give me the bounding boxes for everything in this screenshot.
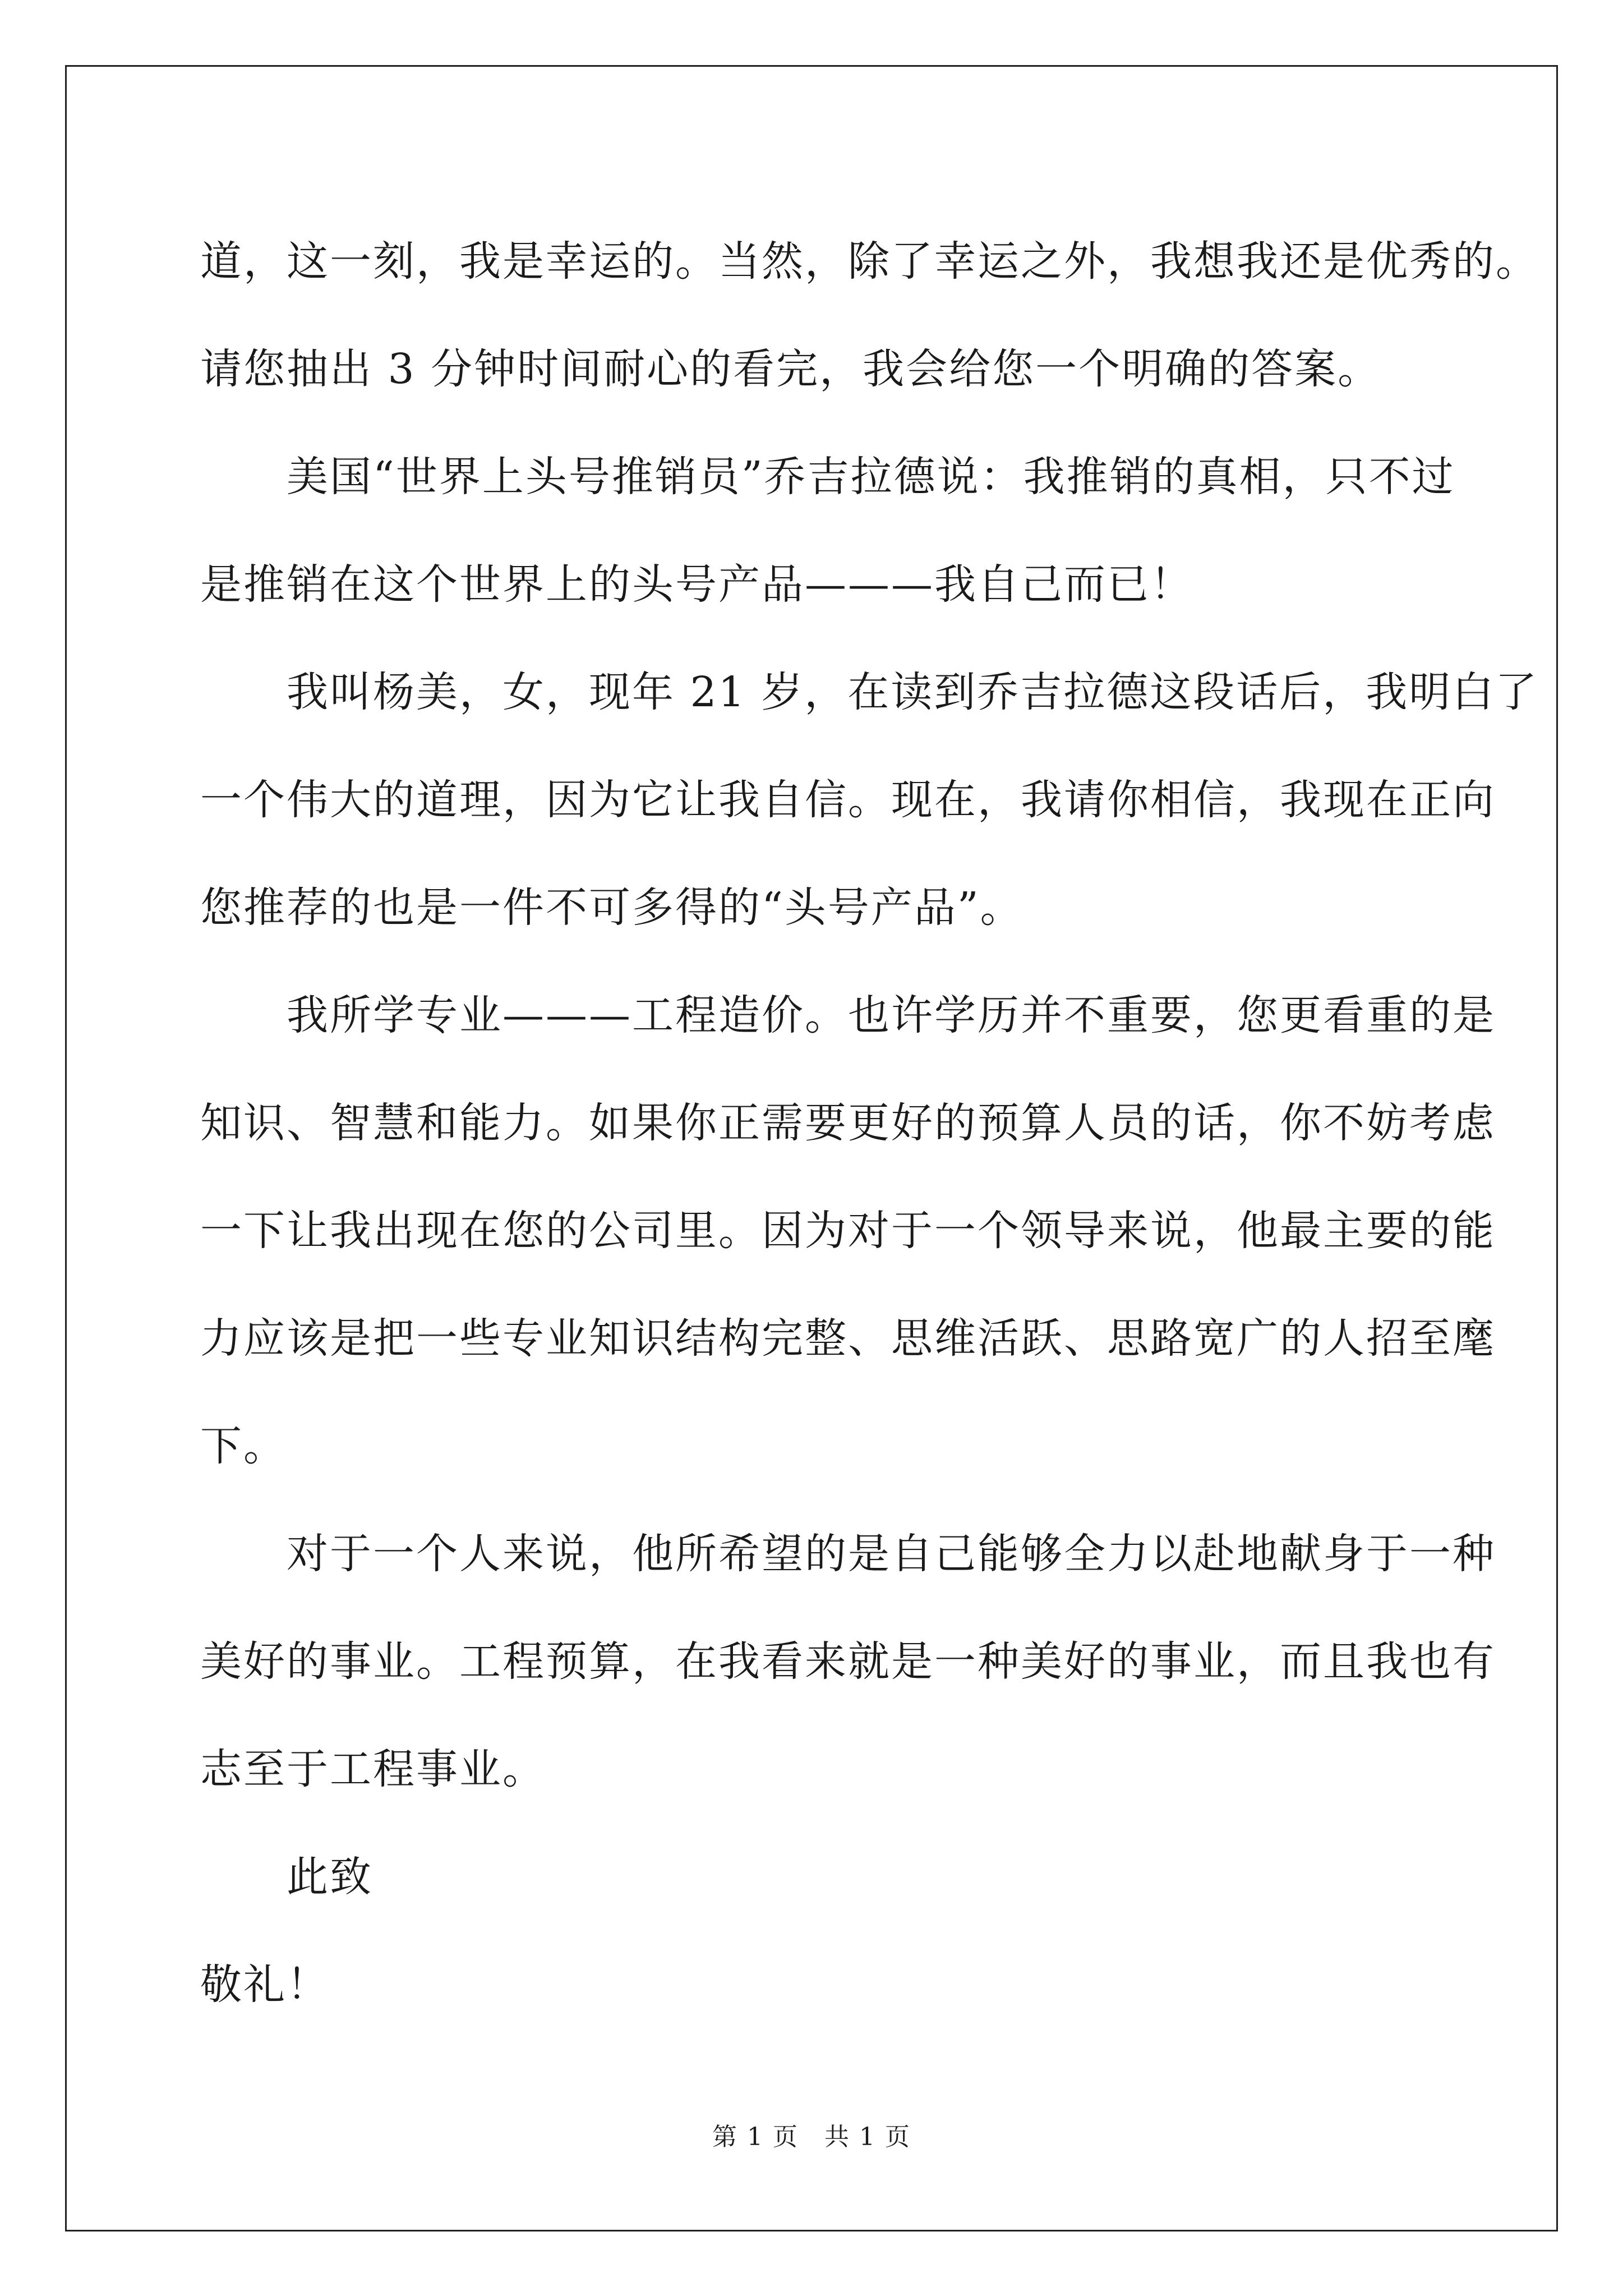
- text-line: 一下让我出现在您的公司里。因为对于一个领导来说，他最主要的能: [200, 1207, 1496, 1255]
- text-line: 下。: [200, 1422, 287, 1470]
- text-line: 力应该是把一些专业知识结构完整、思维活跃、思路宽广的人招至麾: [200, 1314, 1496, 1363]
- text-line: 道，这一刻，我是幸运的。当然，除了幸运之外，我想我还是优秀的。: [200, 237, 1539, 286]
- closing-salutation: 此致: [200, 1853, 373, 1901]
- text-line: 是推销在这个世界上的头号产品———我自己而已！: [200, 560, 1193, 609]
- text-line: 您推荐的也是一件不可多得的“头号产品”。: [200, 884, 1023, 932]
- text-line: 请您抽出 3 分钟时间耐心的看完，我会给您一个明确的答案。: [200, 345, 1381, 393]
- text-line: 我所学专业———工程造价。也许学历并不重要，您更看重的是: [200, 991, 1496, 1039]
- text-line: 一个伟大的道理，因为它让我自信。现在，我请你相信，我现在正向: [200, 776, 1496, 824]
- letter-body: [200, 208, 1539, 2039]
- text-line: 知识、智慧和能力。如果你正需要更好的预算人员的话，你不妨考虑: [200, 1099, 1496, 1147]
- text-line: 对于一个人来说，他所希望的是自己能够全力以赴地献身于一种: [200, 1530, 1496, 1578]
- page-number: 第 1 页 共 1 页: [712, 2123, 911, 2151]
- text-line: 美好的事业。工程预算，在我看来就是一种美好的事业，而且我也有: [200, 1637, 1496, 1686]
- text-line: 我叫杨美，女，现年 21 岁，在读到乔吉拉德这段话后，我明白了: [200, 668, 1539, 716]
- text-line: 美国“世界上头号推销员”乔吉拉德说：我推销的真相，只不过: [200, 453, 1455, 501]
- closing-regards: 敬礼！: [200, 1961, 330, 2009]
- text-line: 志至于工程事业。: [200, 1745, 546, 1793]
- page-footer: [0, 2120, 1623, 2154]
